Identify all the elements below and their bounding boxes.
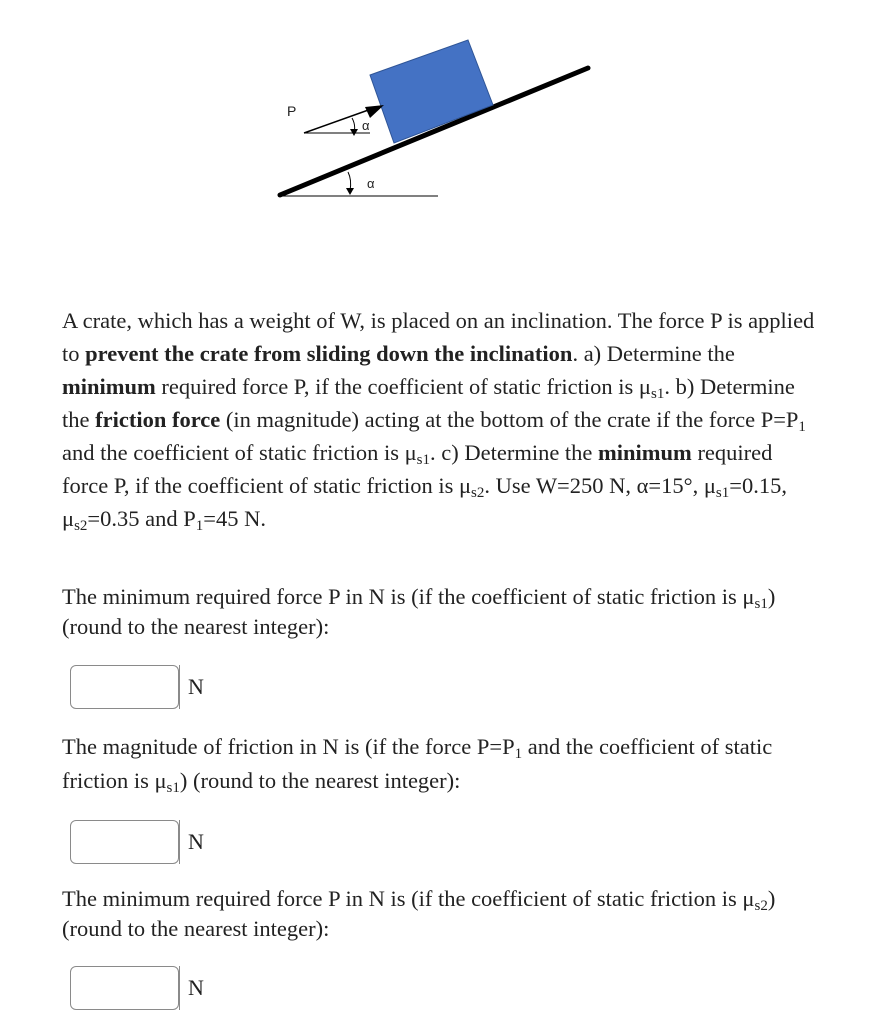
crate — [370, 40, 493, 143]
problem-text: =45 N. — [203, 506, 266, 531]
question-text: The minimum required force P in N is (if the coefficient of static friction is μ — [62, 886, 755, 911]
subscript: 1 — [798, 419, 806, 435]
answer-3-unit: N — [179, 966, 204, 1010]
problem-text: . c) Determine the — [430, 440, 599, 465]
question-text: The minimum required force P in N is (if the coefficient of static friction is μ — [62, 584, 755, 609]
force-p-arrowhead — [365, 105, 384, 118]
problem-statement — [62, 304, 822, 535]
subscript: 1 — [195, 518, 204, 534]
answer-3-row — [70, 966, 204, 1010]
problem-text: and the coefficient of static friction is μ — [62, 440, 417, 465]
force-p-label: P — [287, 103, 297, 119]
force-angle-label: α — [362, 118, 370, 133]
problem-text: =0.15, μ — [62, 473, 787, 531]
problem-text: required force P, if the coefficient of static friction is μ — [155, 374, 651, 399]
incline-angle-label: α — [367, 176, 375, 191]
inclined-plane-figure — [270, 30, 600, 205]
subscript: s2 — [471, 485, 485, 501]
problem-text: . b) Determine the — [62, 374, 795, 432]
incline-diagram — [270, 30, 600, 205]
answer-3-input[interactable] — [70, 966, 179, 1010]
subscript: s1 — [166, 780, 180, 796]
answer-2-input[interactable] — [70, 820, 179, 864]
answer-1-unit: N — [179, 665, 204, 709]
problem-text: required force P, if the coefficient of static friction is μ — [62, 440, 773, 498]
problem-bold-text: friction force — [95, 407, 221, 432]
question-text: ) (round to the nearest integer): — [62, 584, 776, 639]
incline-angle-arrowhead — [346, 188, 354, 195]
question-2-prompt — [62, 730, 832, 798]
answer-1-input[interactable] — [70, 665, 179, 709]
question-text: ) (round to the nearest integer): — [62, 886, 776, 941]
problem-text: A crate, which has a weight of W, is placed on an inclination. The force P is applied to — [62, 308, 815, 366]
problem-bold-text: prevent the crate from sliding down the inclination — [85, 341, 573, 366]
subscript: s2 — [74, 518, 88, 534]
answer-2-row — [70, 820, 204, 864]
problem-text: . Use W=250 N, α=15°, μ — [484, 473, 716, 498]
question-text: The magnitude of friction in N is (if the force P=P — [62, 734, 515, 759]
problem-text: (in magnitude) acting at the bottom of the crate if the force P=P — [220, 407, 799, 432]
question-1-prompt — [62, 582, 832, 642]
answer-2-unit: N — [179, 820, 204, 864]
subscript: 1 — [514, 746, 523, 762]
subscript: s1 — [754, 596, 768, 612]
subscript: s2 — [754, 898, 768, 914]
problem-bold-text: minimum — [598, 440, 692, 465]
answer-1-row — [70, 665, 204, 709]
problem-text: . a) Determine the — [572, 341, 735, 366]
subscript: s1 — [715, 485, 730, 501]
problem-text: =0.35 and P — [87, 506, 196, 531]
question-3-prompt — [62, 884, 832, 944]
question-text: and the coefficient of static friction is μ — [62, 734, 773, 793]
subscript: s1 — [651, 386, 665, 402]
subscript: s1 — [416, 452, 430, 468]
question-text: ) (round to the nearest integer): — [179, 768, 461, 793]
problem-bold-text: minimum — [62, 374, 156, 399]
